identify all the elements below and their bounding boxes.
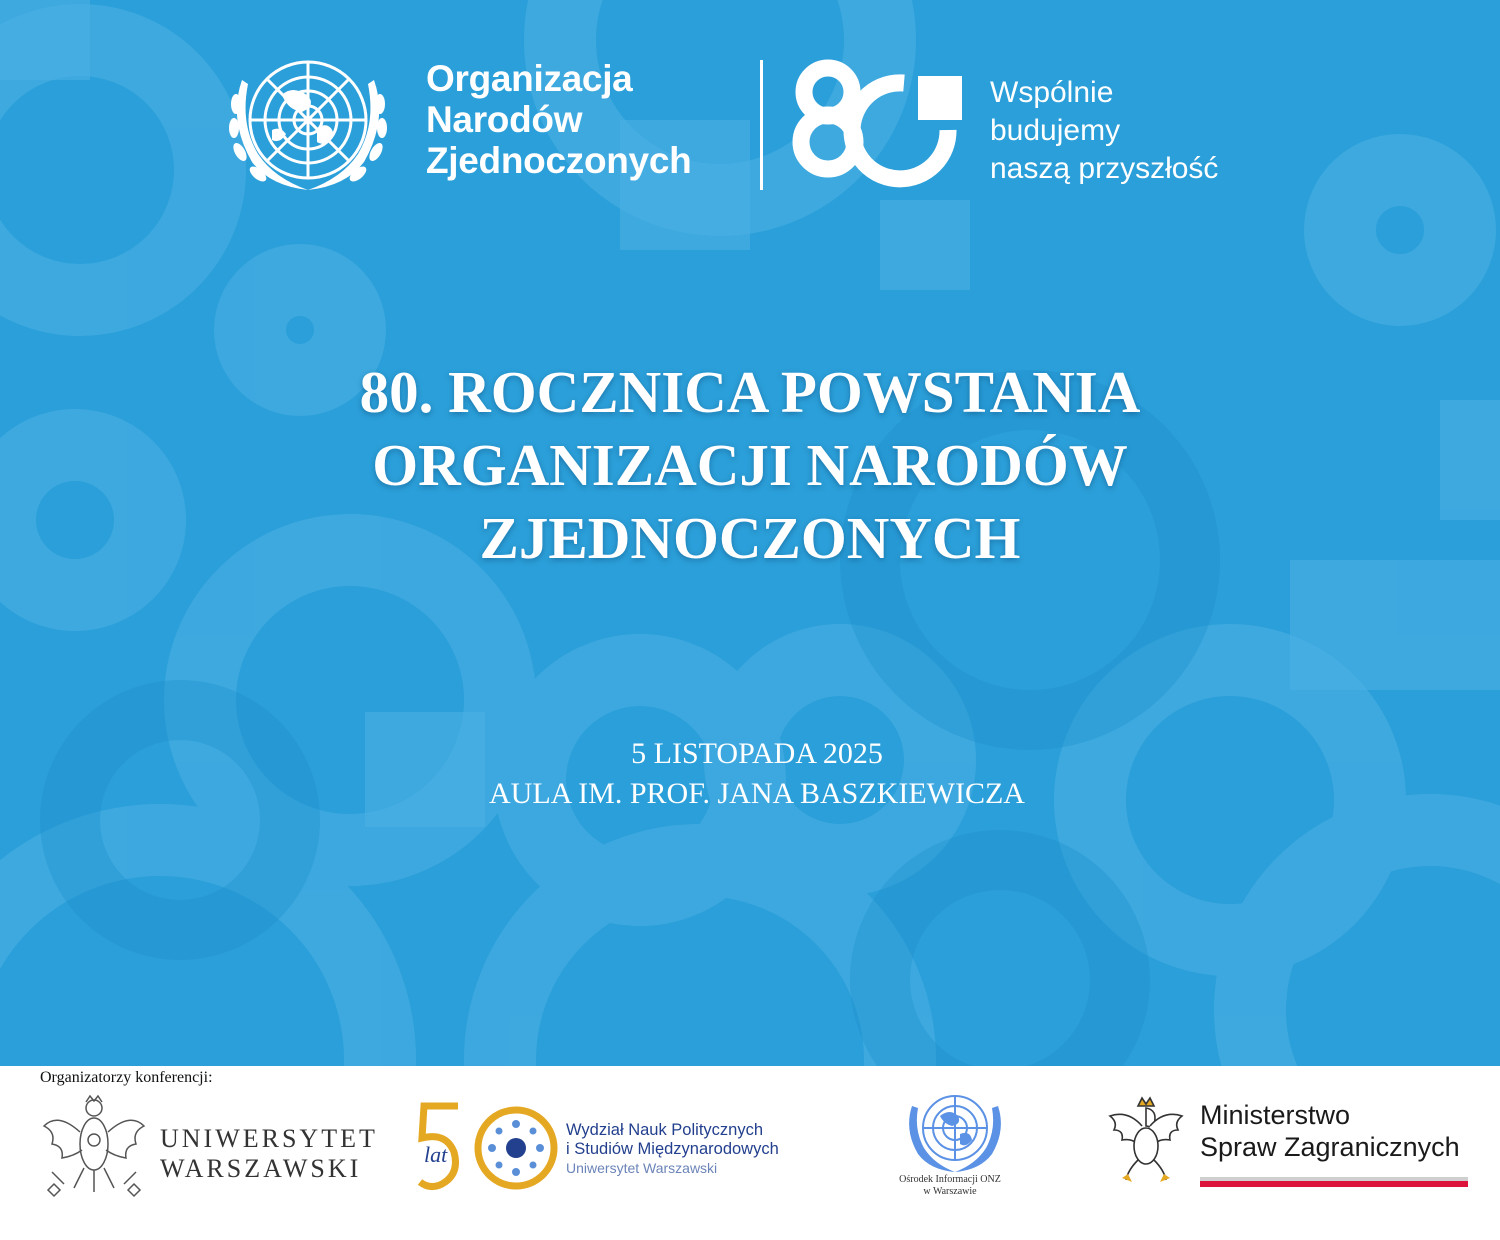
uw-name-line-1: UNIWERSYTET: [160, 1124, 378, 1153]
uw-eagle-emblem-icon: [38, 1092, 150, 1204]
un-name-line-2: Narodów: [426, 99, 583, 140]
main-title-line-1: 80. ROCZNICA POWSTANIA: [359, 359, 1141, 425]
msz-name-line-1: Ministerstwo: [1200, 1100, 1351, 1130]
flag-red-stripe: [1200, 1181, 1468, 1187]
tagline-line-3: naszą przyszłość: [990, 152, 1219, 185]
wnp-name-line-2: i Studiów Międzynarodowych: [566, 1140, 779, 1158]
msz-name-line-2: Spraw Zagranicznych: [1200, 1132, 1460, 1162]
un-emblem-icon: [222, 50, 394, 200]
wnp-university: Uniwersytet Warszawski: [566, 1160, 718, 1176]
uw-name-line-2: WARSZAWSKI: [160, 1154, 362, 1183]
event-venue: AULA IM. PROF. JANA BASZKIEWICZA: [489, 777, 1025, 810]
wnp-50-years-logo: [418, 1102, 558, 1192]
main-title: [0, 356, 1500, 575]
un-name-line-3: Zjednoczonych: [426, 140, 692, 181]
wnp-name: [566, 1121, 779, 1178]
header-divider: [760, 60, 763, 190]
tagline-line-1: Wspólnie: [990, 76, 1114, 109]
tagline: [990, 74, 1218, 188]
un-name-logotype: [426, 58, 691, 181]
event-info: [0, 734, 1500, 814]
event-date: 5 LISTOPADA 2025: [631, 737, 883, 770]
organizers-label: Organizatorzy konferencji:: [40, 1069, 213, 1086]
main-title-line-3: ZJEDNOCZONYCH: [479, 505, 1021, 571]
unic-name-line-1: Ośrodek Informacji ONZ: [899, 1174, 1001, 1185]
wnp-lat-text: lat: [424, 1142, 448, 1167]
polish-eagle-icon: [1104, 1096, 1188, 1188]
wnp-name-line-1: Wydział Nauk Politycznych: [566, 1121, 764, 1139]
unic-name-line-2: w Warszawie: [923, 1186, 977, 1197]
uw-name: [160, 1124, 378, 1184]
msz-name: [1200, 1099, 1460, 1163]
tagline-line-2: budujemy: [990, 114, 1121, 147]
polish-flag-stripe: [1200, 1177, 1468, 1187]
unic-warsaw-un-emblem-icon: [900, 1086, 1010, 1176]
unic-name: [880, 1174, 1020, 1198]
main-title-line-2: ORGANIZACJI NARODÓW: [372, 432, 1128, 498]
un-name-line-1: Organizacja: [426, 58, 633, 99]
organizers-footer: [0, 1066, 1500, 1240]
un80-anniversary-logo: [786, 58, 966, 188]
